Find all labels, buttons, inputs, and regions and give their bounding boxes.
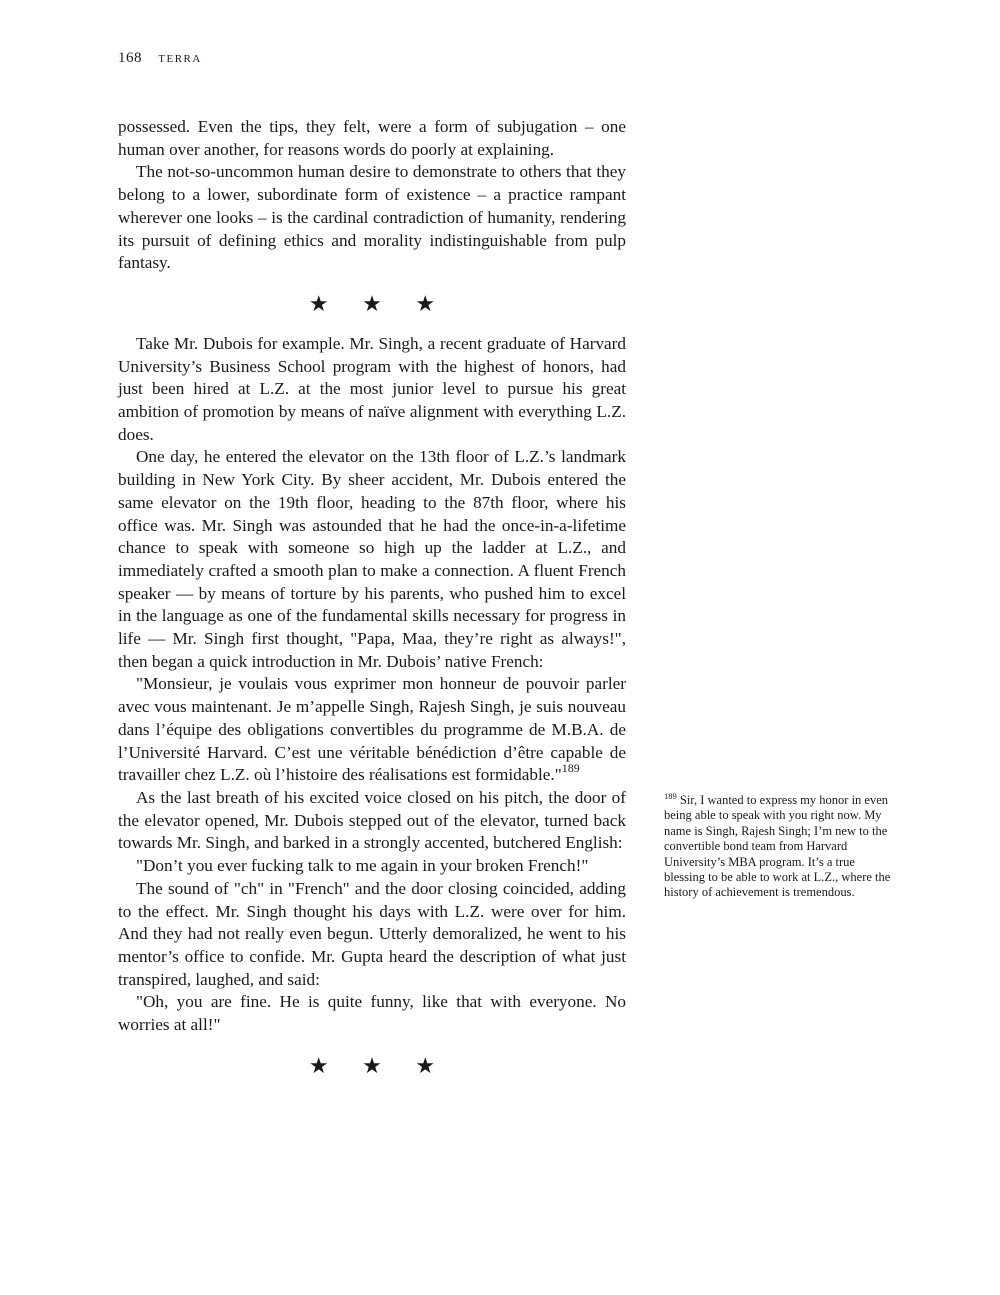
footnote-ref-189[interactable]: 189: [561, 761, 580, 776]
paragraph: possessed. Even the tips, they felt, were a form of subjugation – one human over another, for reasons words do poorly at explaining.: [118, 117, 626, 159]
paragraph: "Don’t you ever fucking talk to me again in your broken French!": [136, 856, 589, 876]
paragraph: Take Mr. Dubois for example. Mr. Singh, a recent graduate of Harvard University’s Business School program with the highest of honors, had just been hired at L.Z. at the most junior level to pursue his great ambition of promotion by means of naïve alignment with everything L.Z. does.: [118, 333, 626, 444]
main-text-column: [118, 116, 626, 1095]
paragraph: "Oh, you are fine. He is quite funny, like that with everyone. No worries at all!": [118, 992, 626, 1035]
sidenote-marker: 189: [664, 791, 677, 801]
running-head: terra: [158, 50, 202, 66]
paragraph: As the last breath of his excited voice closed on his pitch, the door of the elevator opened, Mr. Dubois stepped out of the elevator, turned back towards Mr. Singh, and barked in a strongly accented, butchered English:: [118, 787, 626, 853]
paragraph: The not-so-uncommon human desire to demonstrate to others that they belong to a lower, subordinate form of existence – a practice rampant wherever one looks – is the cardinal contradiction of humanity, rendering its pursuit of defining ethics and morality indistinguishable from pulp fantasy.: [118, 162, 626, 273]
sidenote-text: Sir, I wanted to express my honor in even being able to speak with you right now. My name is Singh, Rajesh Singh; I’m new to the convertible bond team from Harvard University’s MBA program. It’s a true blessing to be able to work at L.Z., where the history of achievement is tremendous.: [664, 793, 891, 900]
paragraph: One day, he entered the elevator on the 13th floor of L.Z.’s landmark building in New York City. By sheer accident, Mr. Dubois entered the same elevator on the 19th floor, heading to the 87th floor, where his office was. Mr. Singh was astounded that he had the once-in-a-lifetime chance to speak with someone so high up the ladder at L.Z., and immediately crafted a smooth plan to make a connection. A fluent French speaker — by means of torture by his parents, who pushed him to excel in the language as one of the fundamental skills necessary for progress in life — Mr. Singh first thought, "Papa, Maa, they’re right as always!", then began a quick introduction in Mr. Dubois’ native French:: [118, 447, 626, 671]
section-separator: ★ ★ ★: [308, 1052, 450, 1078]
french-quote-paragraph: [118, 673, 626, 787]
page-number: 168: [118, 50, 142, 66]
french-quote-text: "Monsieur, je voulais vous exprimer mon honneur de pouvoir parler avec vous maintenant. Je m’appelle Singh, Rajesh Singh, je suis nouveau dans l’équipe des obligations convertibles du programme de M.B.A. de l’Université Harvard. C’est une véritable bénédiction d’être capable de travailler chez L.Z. où l’histoire des réalisations est formidable.": [118, 674, 626, 785]
sidenote-189: [664, 793, 896, 901]
running-header: [118, 50, 202, 67]
paragraph: The sound of "ch" in "French" and the door closing coincided, adding to the effect. Mr. Singh thought his days with L.Z. were over for him. And they had not really even begun. Utterly demoralized, he went to his mentor’s office to confide. Mr. Gupta heard the description of what just transpired, laughed, and said:: [118, 878, 626, 989]
section-separator: ★ ★ ★: [308, 290, 450, 316]
